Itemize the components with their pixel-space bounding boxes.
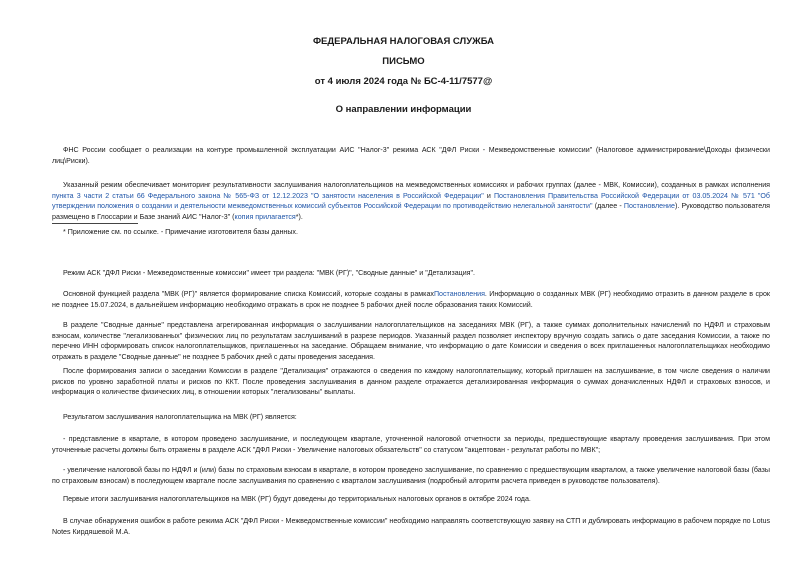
law-565-link[interactable]: пункта 3 части 2 статьи 66 Федерального закона № 565-ФЗ от 12.12.2023 "О занятости населения в Российской Федерации" — [52, 191, 484, 200]
paragraph-mode-purpose — [52, 180, 770, 222]
paragraph-first-results: Первые итоги заслушивания налогоплательщиков на МВК (РГ) будут доведены до территориальных налоговых органов в октябре 2024 года. — [63, 495, 531, 503]
doc-number: от 4 июля 2024 года № БС-4-11/7577@ — [314, 76, 493, 87]
paragraph-result-intro: Результатом заслушивания налогоплательщика на МВК (РГ) является: — [63, 413, 297, 421]
resolution-link-2[interactable]: Постановления — [433, 290, 485, 298]
paragraph-result-item-1: - представление в квартале, в котором проведено заслушивание, и последующем квартале, уточненной налоговой отчетности за периоды, предшествующие кварталу проведения заслушивания. При этом уточненные расчеты должны быть отражены в разделе АСК "ДФЛ Риски - Увеличение налоговых обязательств" со статусом "акцептован - результат работы по МВК"; — [52, 435, 770, 454]
p2-text-a: Указанный режим обеспечивает мониторинг результативности заслушивания налогоплательщиков на межведомственных комиссиях и рабочих группах (далее - МВК, Комиссии), созданных в рамках исполнения — [63, 181, 770, 189]
attachment-copy-link[interactable]: копия прилагается — [234, 212, 296, 221]
doc-subject: О направлении информации — [335, 104, 472, 115]
paragraph-summary-section: В разделе "Сводные данные" представлена агрегированная информация о заслушивании налогоплательщиков на заседаниях МВК (РГ), а также суммах дополнительных начислений по НДФЛ и страховым взносам, количестве "легализованных" физических лиц по результатам заслушиваний в разрезе периодов. Указанный раздел позволяет инспектору вручную создать запись о дате заседания Комиссии, а также по перечню ИНН сформировать список налогоплательщиков, приглашенных на заседание. Обращаем внимание, что информацию о дате Комиссии и сведения о всех приглашенных налогоплательщиках необходимо отражать в разделе "Сводные данные" не позднее 5 рабочих дней с даты проведения заседания. — [52, 321, 770, 361]
paragraph-intro: ФНС России сообщает о реализации на контуре промышленной эксплуатации АИС "Налог-3" режима АСК "ДФЛ Риски - Межведомственные комиссии" (Налоговое администрирование\Доходы физически лиц\Риски). — [52, 146, 770, 165]
footnote: * Приложение см. по ссылке. - Примечание изготовителя базы данных. — [63, 228, 298, 236]
p2-text-d: ). Руководство пользователя размещено в Глоссарии и Базе знаний АИС "Налог-3" ( — [52, 202, 770, 221]
p2-text-c: (далее - — [592, 202, 624, 210]
resolution-571-link[interactable]: Постановления Правительства Российской Федерации от 03.05.2024 № 571 "Об утверждении положения о создании и деятельности межведомственных комиссий субъектов Российской Федерации по противодействию нелегальной занятости" — [52, 191, 770, 210]
p4-text-a: Основной функцией раздела "МВК (РГ)" является формирование списка Комиссий, которые созданы в рамках — [63, 290, 434, 298]
p2-text-b: и — [483, 191, 494, 200]
paragraph-details-section: После формирования записи о заседании Комиссии в разделе "Детализация" отражаются о сведения по каждому налогоплательщику, который приглашен на заслушивание, в том числе сведения о наличии рисков по уровню заработной платы и рисков по ККТ. После проведения заслушивания в данном разделе отражается детализированная информация о суммах доначисленных НДФЛ и страховых взносов, и информация о количестве физических лиц, в отношении которых "легализованы" выплаты. — [52, 367, 770, 396]
org-title: ФЕДЕРАЛЬНАЯ НАЛОГОВАЯ СЛУЖБА — [312, 36, 495, 47]
p4-text-b: . Информацию о созданных МВК (РГ) необходимо отразить в данном разделе в срок не позднее 15.07.2024, в дальнейшем информацию необходимо отражать в срок не позднее 5 рабочих дней после образования таких Комиссий. — [52, 290, 770, 309]
paragraph-mvk-section — [52, 289, 770, 310]
paragraph-errors: В случае обнаружения ошибок в работе режима АСК "ДФЛ Риски - Межведомственные комиссии" необходимо направлять соответствующую заявку на СТП и дублировать информацию в рабочем порядке по Lotus Notes Кирдяшевой М.А. — [52, 517, 770, 536]
doc-type: ПИСЬМО — [382, 56, 425, 67]
resolution-link[interactable]: Постановление — [623, 202, 675, 210]
p2-text-e: *). — [295, 212, 303, 221]
footnote-divider — [52, 223, 138, 224]
paragraph-sections: Режим АСК "ДФЛ Риски - Межведомственные комиссии" имеет три раздела: "МВК (РГ)", "Сводные данные" и "Детализация". — [63, 269, 476, 277]
paragraph-result-item-2: - увеличение налоговой базы по НДФЛ и (или) базы по страховым взносам в квартале, в котором проведено заслушивание, по сравнению с предшествующим кварталом, а также увеличение налоговой базы (базы по страховым взносам) в последующем квартале после заслушивания по сравнению с кварталом заслушивания (подробный алгоритм расчета приведен в руководстве пользователя). — [52, 466, 770, 485]
